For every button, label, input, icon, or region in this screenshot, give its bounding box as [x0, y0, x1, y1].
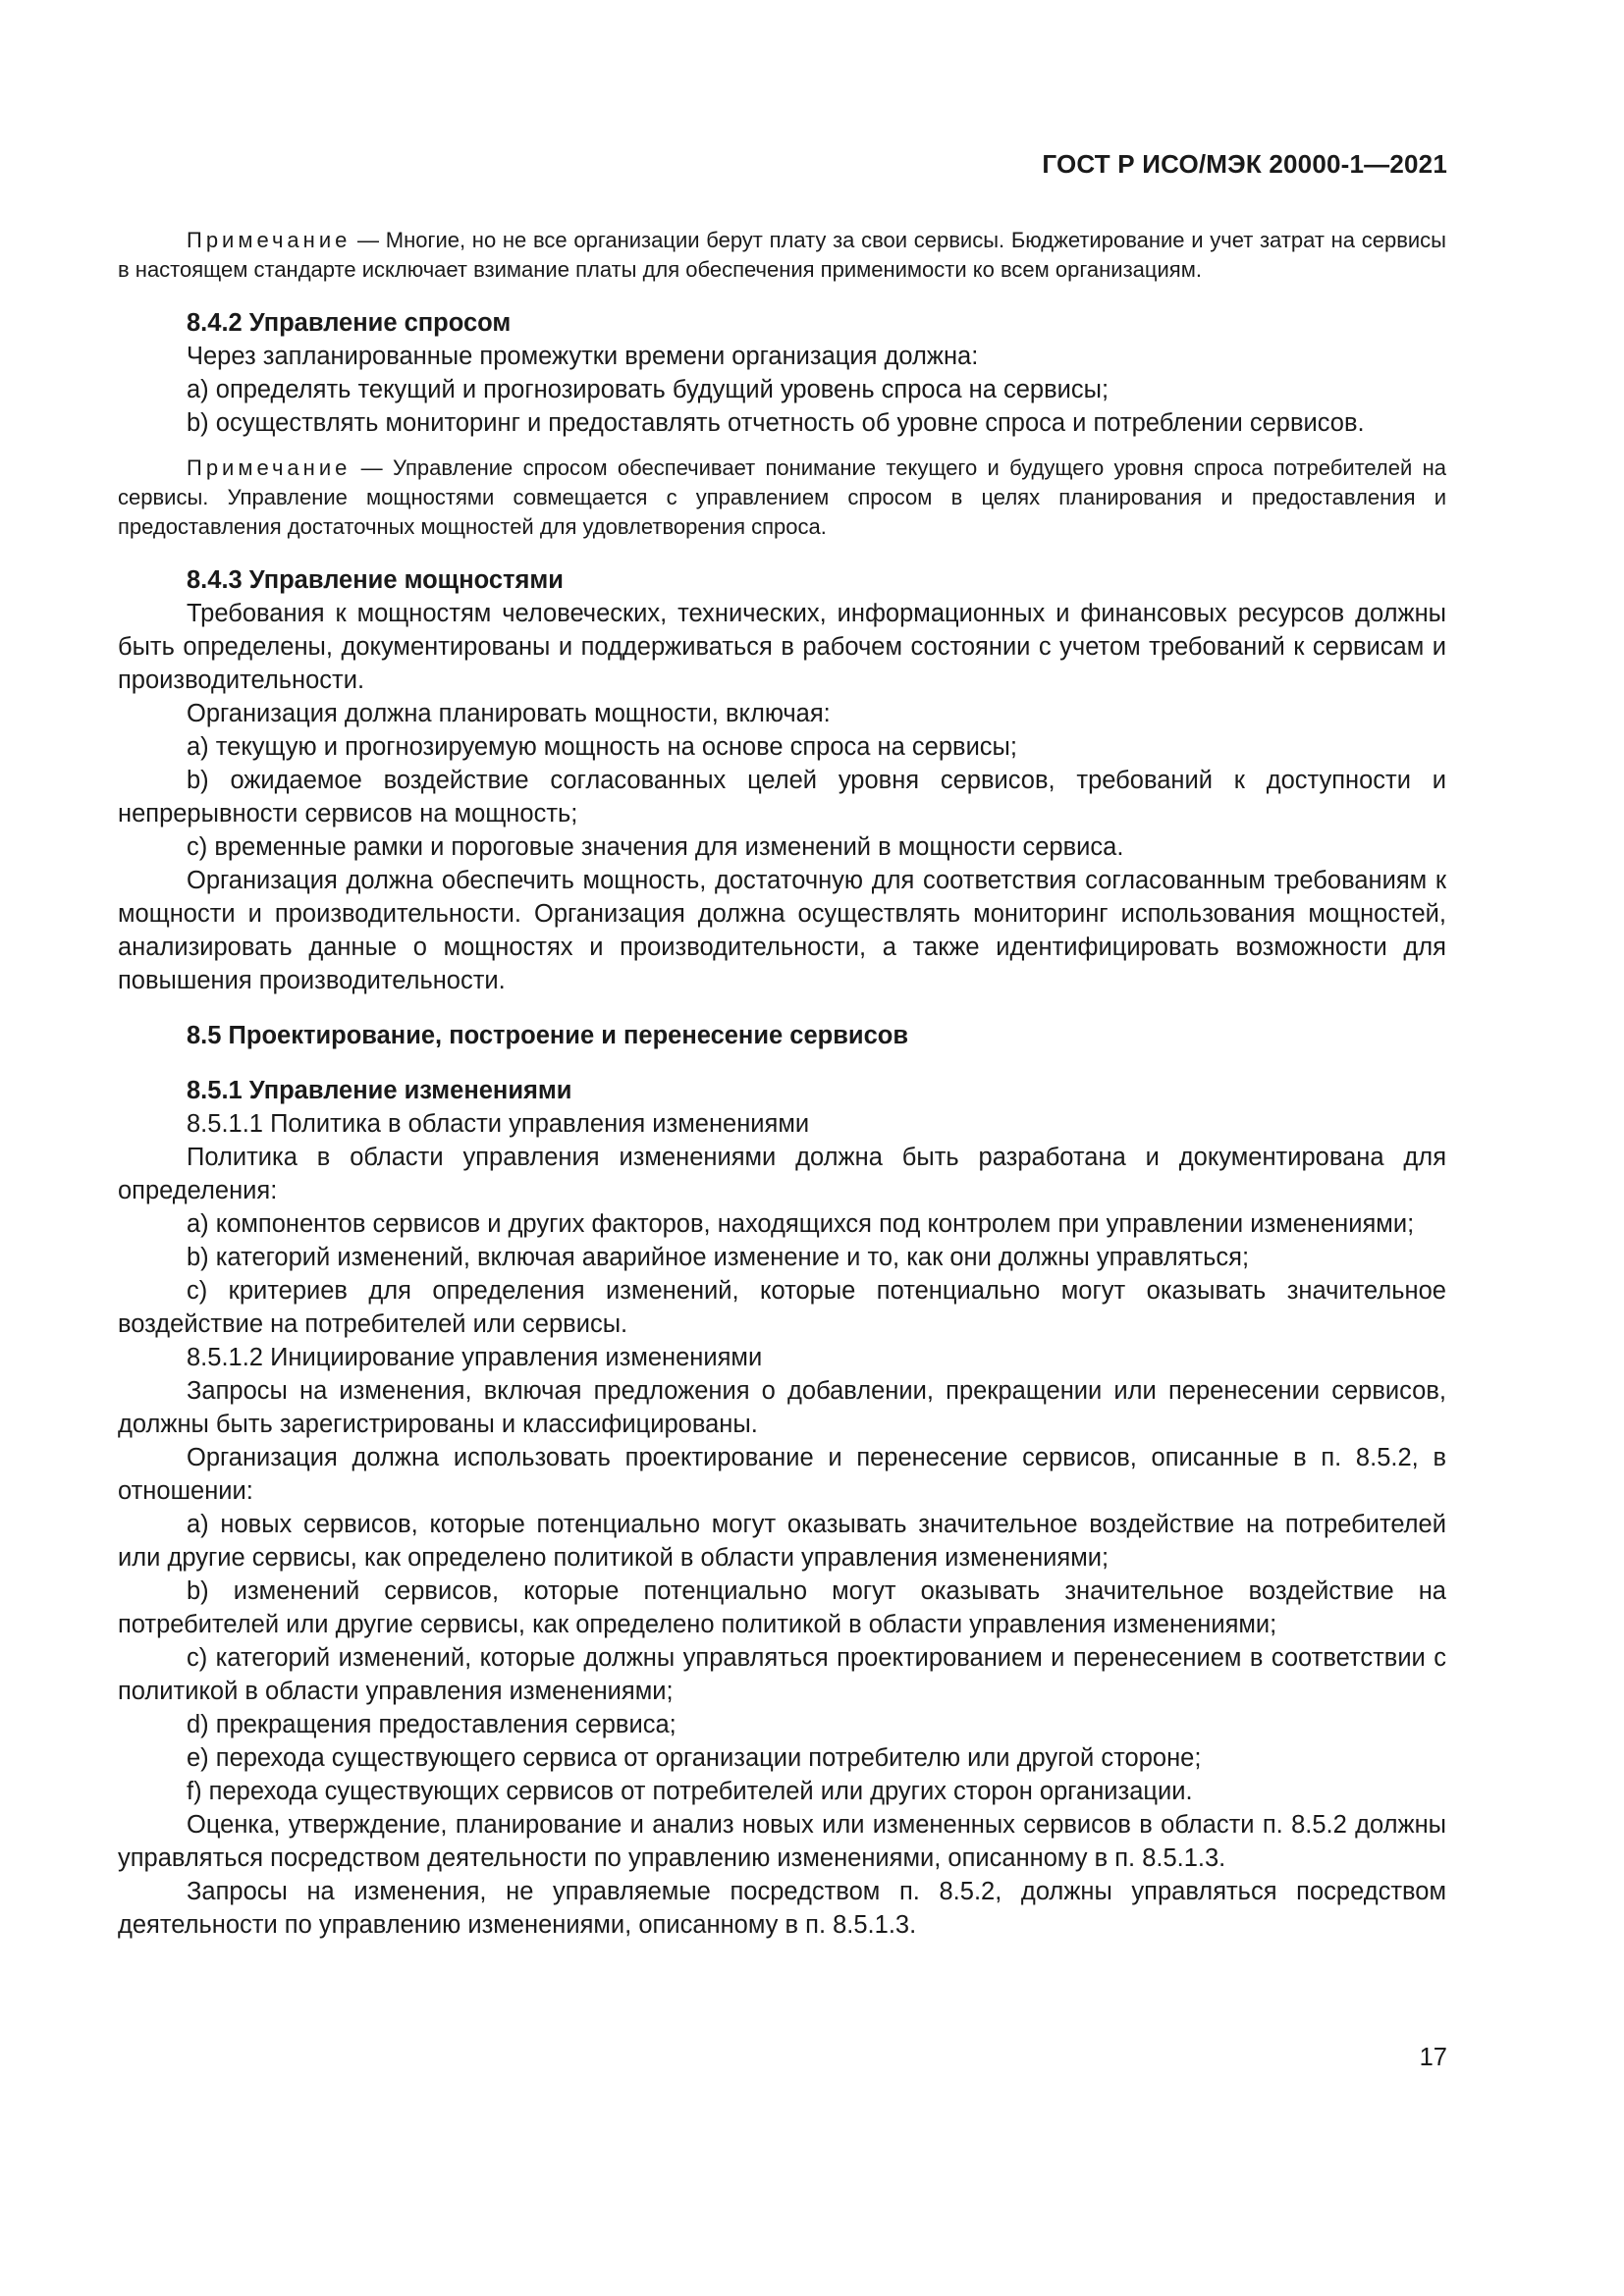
section-heading-8-4-2: 8.4.2 Управление спросом	[187, 309, 512, 337]
page-content	[118, 226, 1446, 1942]
list-item: b) категорий изменений, включая аварийное изменение и то, как они должны управляться;	[187, 1244, 1250, 1271]
note-label: Примечание	[187, 228, 352, 252]
subsection-heading-8-5-1-2: 8.5.1.2 Инициирование управления изменениями	[187, 1344, 763, 1371]
list-item: d) прекращения предоставления сервиса;	[187, 1711, 677, 1738]
list-item: a) новых сервисов, которые потенциально могут оказывать значительное воздействие на потребителей или другие сервисы, как определено политикой в области управления изменениями;	[118, 1511, 1446, 1572]
list-item: b) ожидаемое воздействие согласованных целей уровня сервисов, требований к доступности и непрерывности сервисов на мощность;	[118, 767, 1446, 828]
subsection-heading-8-5-1-1: 8.5.1.1 Политика в области управления изменениями	[187, 1110, 810, 1138]
list-item: a) определять текущий и прогнозировать будущий уровень спроса на сервисы;	[187, 376, 1110, 403]
list-item: b) изменений сервисов, которые потенциально могут оказывать значительное воздействие на потребителей или другие сервисы, как определено политикой в области управления изменениями;	[118, 1577, 1446, 1638]
list-item: c) критериев для определения изменений, которые потенциально могут оказывать значительное воздействие на потребителей или сервисы.	[118, 1277, 1446, 1338]
list-item: c) категорий изменений, которые должны управляться проектированием и перенесением в соответствии с политикой в области управления изменениями;	[118, 1644, 1446, 1705]
list-item: e) перехода существующего сервиса от организации потребителю или другой стороне;	[187, 1744, 1202, 1772]
list-item: a) компонентов сервисов и других факторов, находящихся под контролем при управлении изменениями;	[187, 1210, 1415, 1238]
note-label: Примечание	[187, 455, 352, 480]
section-heading-8-5: 8.5 Проектирование, построение и перенесение сервисов	[187, 1022, 909, 1049]
paragraph: Запросы на изменения, не управляемые посредством п. 8.5.2, должны управляться посредством деятельности по управлению изменениями, описанному в п. 8.5.1.3.	[118, 1878, 1446, 1939]
paragraph: Запросы на изменения, включая предложения о добавлении, прекращении или перенесении сервисов, должны быть зарегистрированы и классифицированы.	[118, 1377, 1446, 1438]
note-paragraph	[118, 226, 1446, 285]
note-text: — Управление спросом обеспечивает понимание текущего и будущего уровня спроса потребителей на сервисы. Управление мощностями совмещается с управлением спросом в целях планирования и предоставления и предоставления достаточных мощностей для удовлетворения спроса.	[118, 455, 1446, 539]
list-item: b) осуществлять мониторинг и предоставлять отчетность об уровне спроса и потреблении сервисов.	[187, 409, 1365, 437]
paragraph: Организация должна обеспечить мощность, достаточную для соответствия согласованным требованиям к мощности и производительности. Организация должна осуществлять мониторинг использования мощностей, анализировать данные о мощностях и производительности, а также идентифицировать возможности для повышения производительности.	[118, 867, 1446, 994]
paragraph: Организация должна планировать мощности, включая:	[187, 700, 831, 727]
paragraph: Оценка, утверждение, планирование и анализ новых или измененных сервисов в области п. 8.5.2 должны управляться посредством деятельности по управлению изменениями, описанному в п. 8.5.1.3.	[118, 1811, 1446, 1872]
standard-header: ГОСТ Р ИСО/МЭК 20000-1—2021	[1042, 149, 1447, 179]
paragraph: Через запланированные промежутки времени организация должна:	[187, 343, 979, 370]
paragraph: Требования к мощностям человеческих, технических, информационных и финансовых ресурсов должны быть определены, документированы и поддерживаться в рабочем состоянии с учетом требований к сервисам и производительности.	[118, 600, 1446, 694]
list-item: c) временные рамки и пороговые значения для изменений в мощности сервиса.	[187, 833, 1124, 861]
section-heading-8-5-1: 8.5.1 Управление изменениями	[187, 1077, 572, 1104]
list-item: a) текущую и прогнозируемую мощность на основе спроса на сервисы;	[187, 733, 1017, 761]
list-item: f) перехода существующих сервисов от потребителей или других сторон организации.	[187, 1778, 1193, 1805]
paragraph: Организация должна использовать проектирование и перенесение сервисов, описанные в п. 8.5.2, в отношении:	[118, 1444, 1446, 1505]
note-paragraph	[118, 454, 1446, 542]
note-text: — Многие, но не все организации берут плату за свои сервисы. Бюджетирование и учет затрат на сервисы в настоящем стандарте исключает взимание платы для обеспечения применимости ко всем организациям.	[118, 228, 1446, 282]
page-number: 17	[1419, 2044, 1447, 2071]
paragraph: Политика в области управления изменениями должна быть разработана и документирована для определения:	[118, 1144, 1446, 1204]
section-heading-8-4-3: 8.4.3 Управление мощностями	[187, 566, 564, 594]
